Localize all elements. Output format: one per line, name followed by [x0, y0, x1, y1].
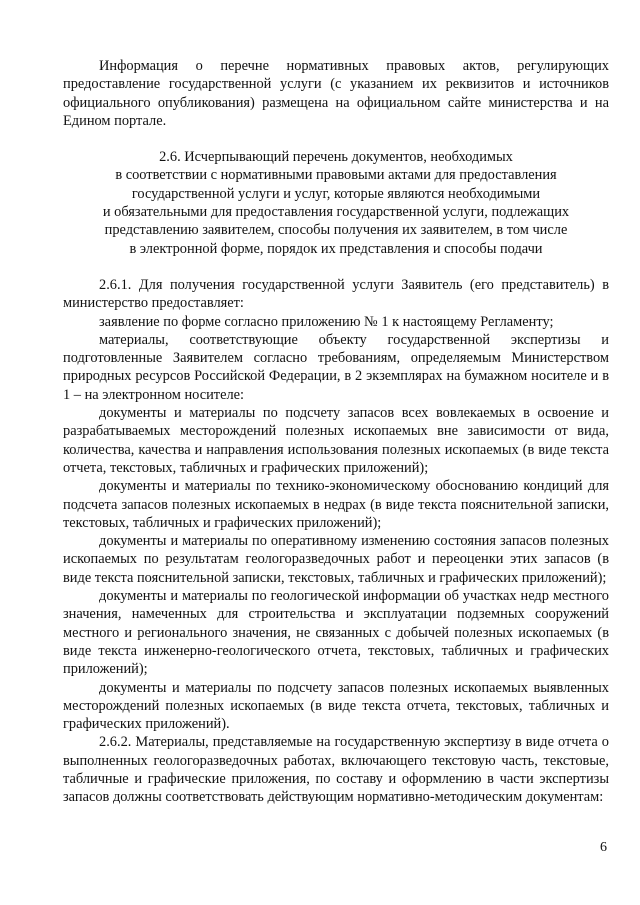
heading-line: государственной услуги и услуг, которые являются необходимыми [131, 185, 541, 202]
heading-line: 2.6. Исчерпывающий перечень документов, необходимых [159, 149, 513, 166]
heading-line: в электронной форме, порядок их представления и способы подачи [129, 240, 543, 257]
paragraph-application: заявление по форме согласно приложению № 1 к настоящему Регламенту; [99, 313, 554, 330]
spacer [63, 258, 609, 276]
paragraph-operational-change: документы и материалы по оперативному изменению состояния запасов полезных ископаемых по результатам геологоразведочных работ и переоценки этих запасов (в виде текста пояснительной записки, текстовых, табличных и графических приложений); [63, 533, 609, 586]
paragraph-geological-info: документы и материалы по геологической информации об участках недр местного значения, намеченных для строительства и эксплуатации подземных сооружений местного и регионального значения, не связанных с добычей полезных ископаемых (в виде текста инженерно-геологического отчета, текстовых, табличных и графических приложений); [63, 588, 609, 678]
intro-paragraph: Информация о перечне нормативных правовых актов, регулирующих предоставление государственной услуги (с указанием их реквизитов и источников официального опубликования) размещена на официальном сайте министерства и на Едином портале. [63, 58, 609, 129]
paragraph-feasibility: документы и материалы по технико-экономическому обоснованию кондиций для подсчета запасов полезных ископаемых в недрах (в виде текста пояснительной записки, текстовых, табличных и графических приложений); [63, 478, 609, 531]
paragraph-reserves-calculation: документы и материалы по подсчету запасов всех вовлекаемых в освоение и разрабатываемых месторождений полезных ископаемых вне зависимости от вида, количества, качества и направления использования полезных ископаемых (в виде текста отчета, текстовых, табличных и графических приложений); [63, 405, 609, 476]
paragraph-identified-deposits: документы и материалы по подсчету запасов полезных ископаемых выявленных месторождений полезных ископаемых (в виде текста отчета, текстовых, табличных и графических приложений). [63, 679, 609, 733]
document-page [63, 57, 609, 807]
paragraph-materials: материалы, соответствующие объекту государственной экспертизы и подготовленные Заявителем согласно требованиям, определяемым Министерством природных ресурсов Российской Федерации, в 2 экземплярах на бумажном носителе и в 1 – на электронном носителе: [63, 331, 609, 403]
heading-line: представлению заявителем, способы получения их заявителем, в том числе [104, 222, 568, 239]
section-heading [63, 148, 609, 258]
heading-line: в соответствии с нормативными правовыми актами для предоставления [115, 167, 557, 184]
page-number: 6 [600, 840, 607, 855]
paragraph-2-6-1: 2.6.1. Для получения государственной услуги Заявитель (его представитель) в министерство предоставляет: [63, 276, 609, 312]
heading-line: и обязательными для предоставления государственной услуги, подлежащих [102, 204, 570, 221]
paragraph-2-6-2: 2.6.2. Материалы, представляемые на государственную экспертизу в виде отчета о выполненных геологоразведочных работах, включающего текстовую часть, текстовые, табличные и графические приложения, по составу и оформлению в части экспертизы запасов должны соответствовать действующим нормативно-методическим документам: [63, 734, 609, 806]
